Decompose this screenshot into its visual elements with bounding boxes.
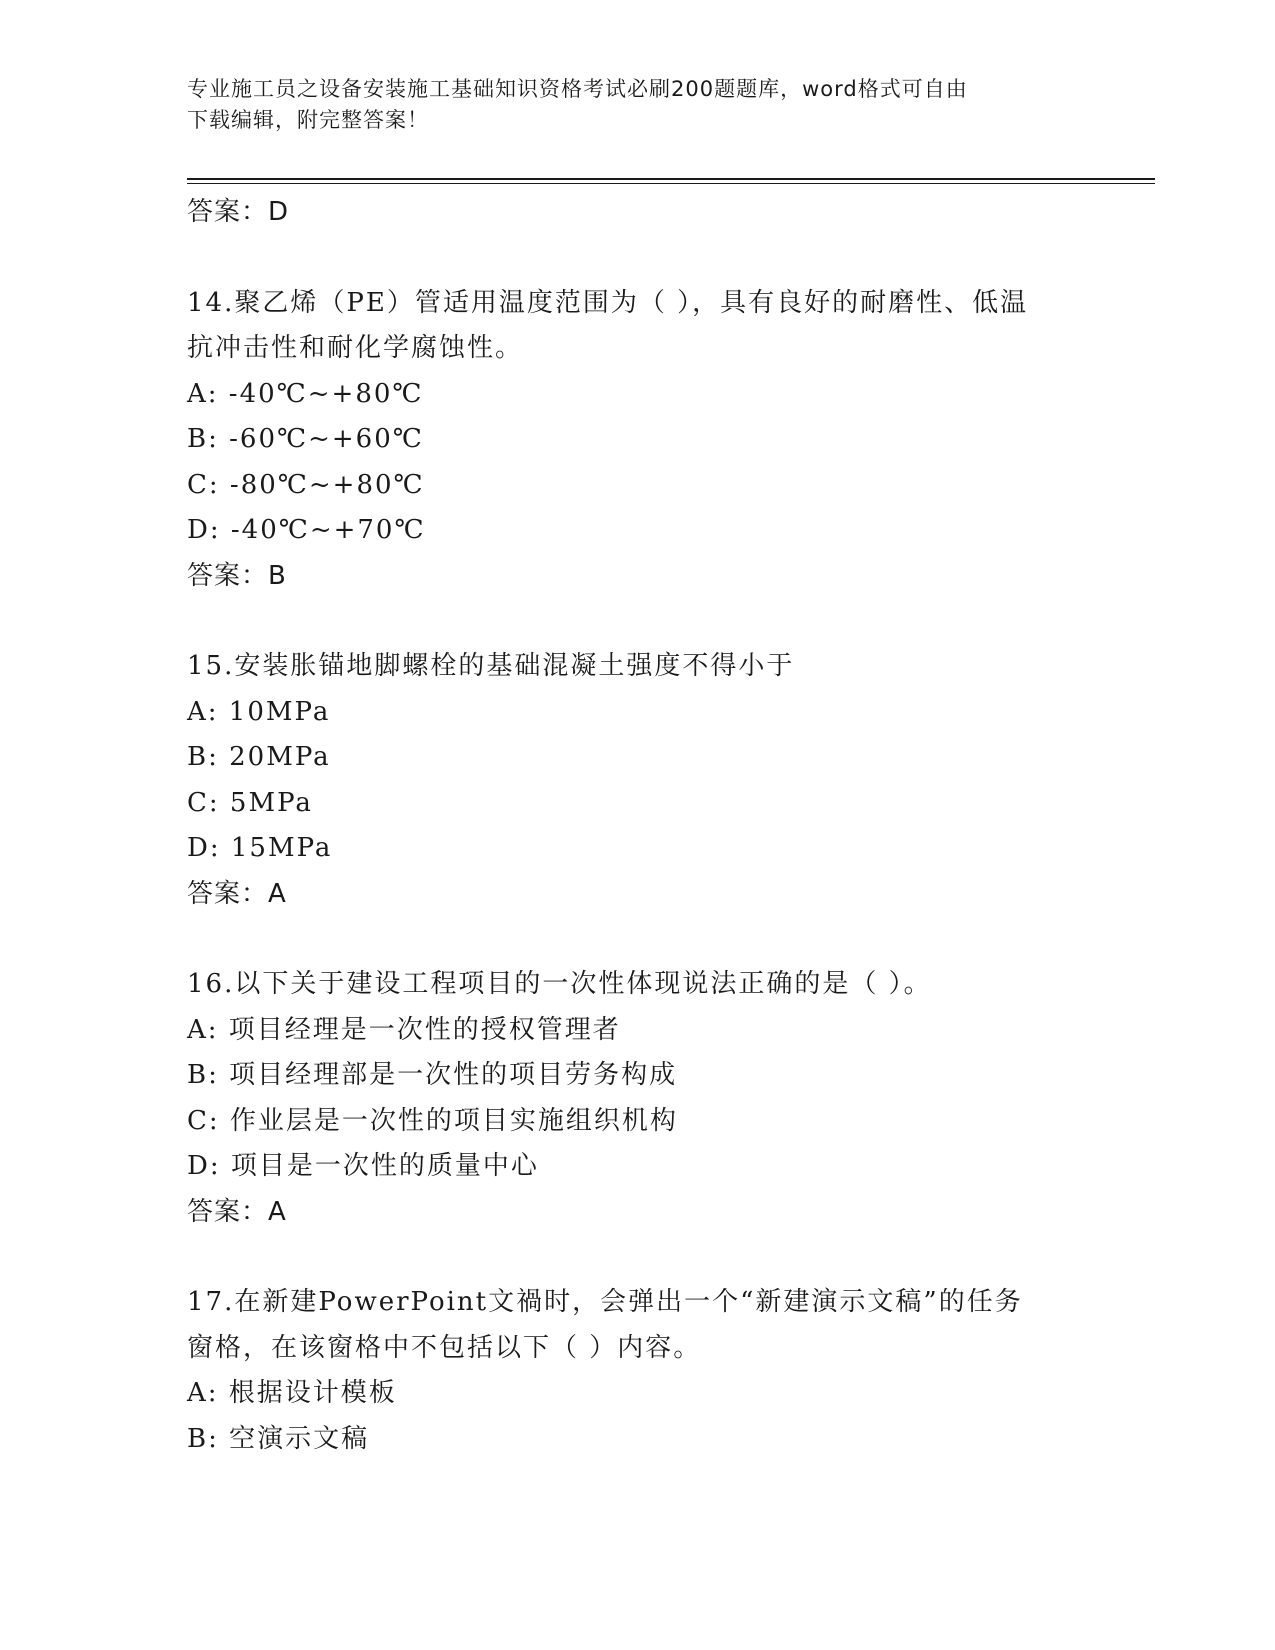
- header-line-2: 下载编辑，附完整答案！: [187, 108, 429, 132]
- question-16-answer: 答案：A: [187, 1196, 287, 1227]
- document-header: [187, 74, 1067, 136]
- question-15-option-a: A: 10MPa: [187, 696, 331, 727]
- previous-answer: 答案：D: [187, 197, 290, 227]
- question-14-option-a: A: -40℃~+80℃: [187, 378, 424, 409]
- question-16-option-a: A: 项目经理是一次性的授权管理者: [187, 1014, 621, 1045]
- question-15-option-b: B: 20MPa: [187, 742, 331, 772]
- question-16: [187, 962, 1067, 1235]
- question-16-option-b: B: 项目经理部是一次性的项目劳务构成: [187, 1060, 678, 1090]
- question-15: [187, 644, 1067, 917]
- header-rule-thick: [187, 178, 1155, 180]
- question-14-stem-line-1: 14.聚乙烯（PE）管适用温度范围为（ ），具有良好的耐磨性、低温: [187, 287, 1029, 318]
- question-14-option-d: D: -40℃~+70℃: [187, 515, 426, 545]
- question-17-stem-line-2: 窗格，在该窗格中不包括以下（ ）内容。: [187, 1332, 702, 1363]
- question-16-stem-line-1: 16.以下关于建设工程项目的一次性体现说法正确的是（ ）。: [187, 969, 932, 999]
- question-15-option-c: C: 5MPa: [187, 787, 313, 818]
- question-15-answer: 答案：A: [187, 878, 287, 909]
- question-16-option-d: D: 项目是一次性的质量中心: [187, 1151, 539, 1181]
- header-rule-thin: [187, 183, 1155, 184]
- question-14-option-c: C: -80℃~+80℃: [187, 469, 425, 500]
- question-14-option-b: B: -60℃~+60℃: [187, 424, 424, 454]
- question-17-option-a: A: 根据设计模板: [187, 1378, 397, 1408]
- question-16-option-c: C: 作业层是一次性的项目实施组织机构: [187, 1105, 678, 1136]
- header-line-1: 专业施工员之设备安装施工基础知识资格考试必刷200题题库，word格式可自由: [187, 77, 968, 101]
- question-17: [187, 1280, 1067, 1462]
- question-17-stem-line-1: 17.在新建PowerPoint文禍时，会弹出一个“新建演示文稿”的任务: [187, 1287, 1023, 1317]
- question-14-stem-line-2: 抗冲击性和耐化学腐蚀性。: [187, 333, 524, 363]
- question-14: [187, 281, 1067, 600]
- document-body: [187, 190, 1067, 1462]
- question-14-answer: 答案：B: [187, 560, 287, 591]
- question-15-option-d: D: 15MPa: [187, 833, 333, 863]
- question-17-option-b: B: 空演示文稿: [187, 1423, 370, 1454]
- question-15-stem-line-1: 15.安装胀锚地脚螺栓的基础混凝土强度不得小于: [187, 651, 795, 681]
